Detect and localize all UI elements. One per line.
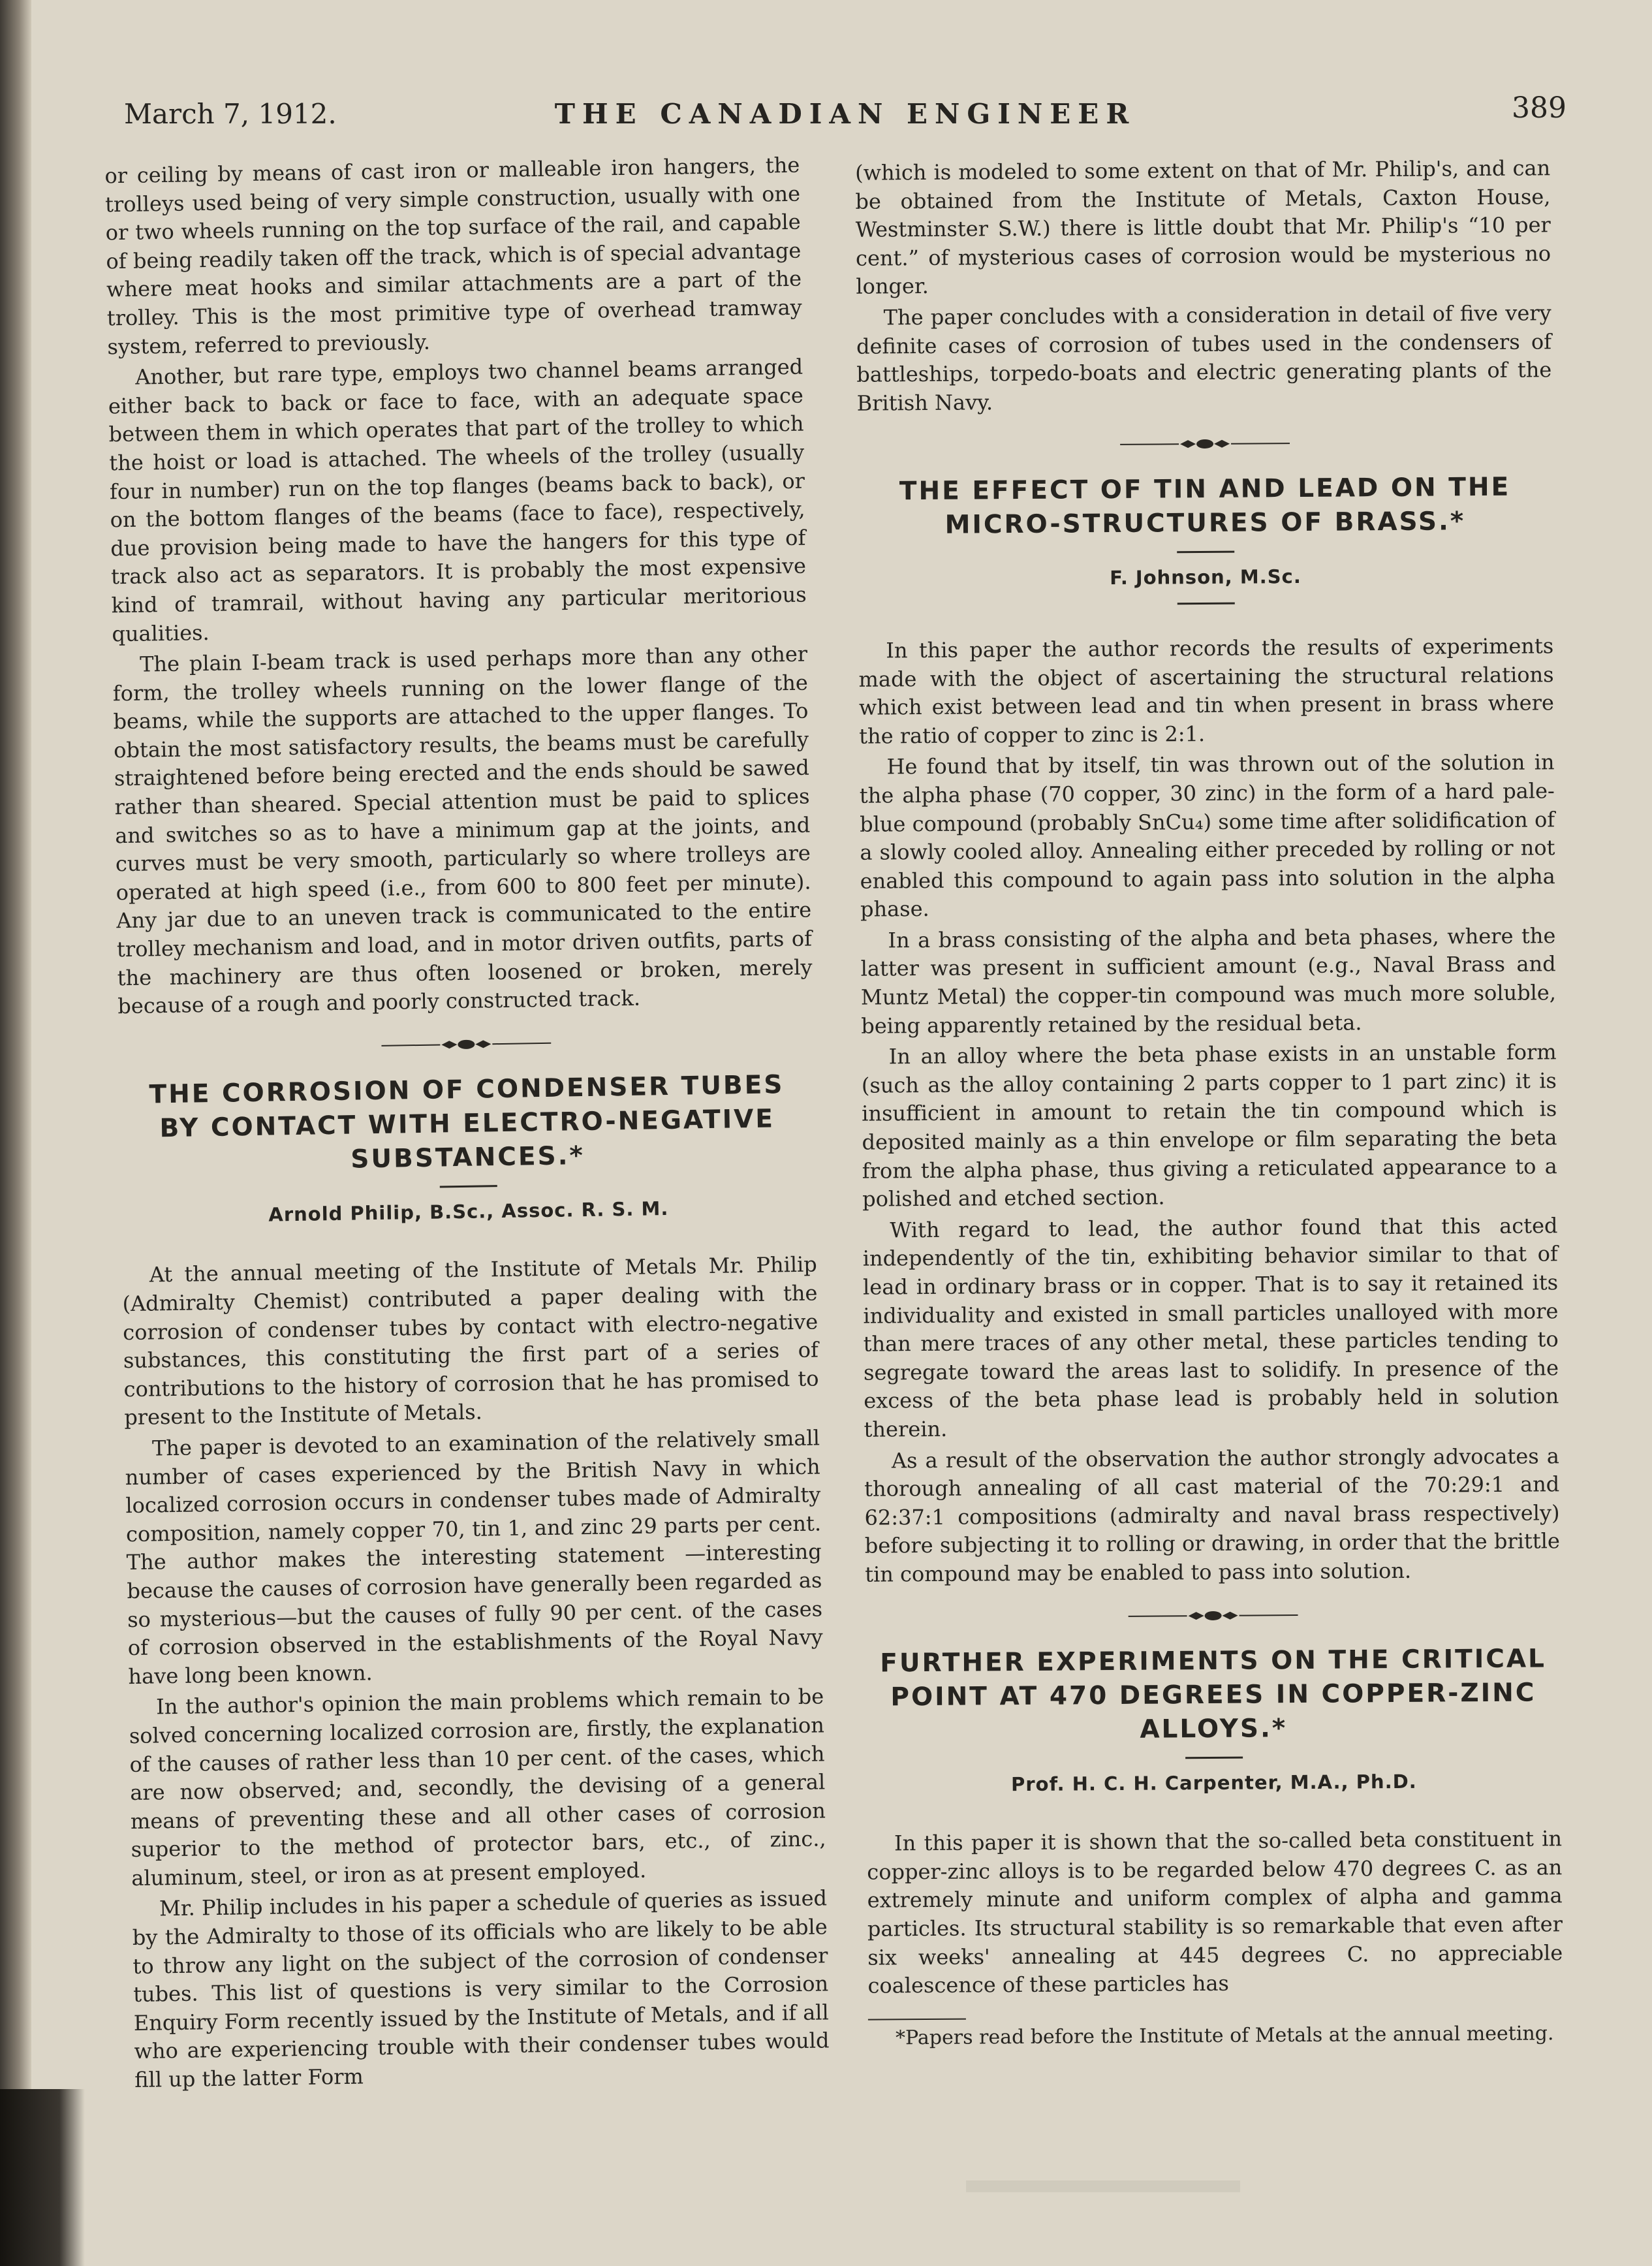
body-paragraph: In the author's opinion the main problems which remain to be solved concerning localized corrosion are, firstly, the explanation of the causes of rather less than 10 per cent. of the cases, which are now observed; and, secondly, the devising of a general means of preventing these and all other cases of corrosion superior to the method of protector bars, etc., of zinc., aluminum, steel, or iron as at present employed. bbox=[129, 1684, 826, 1891]
article-title: THE EFFECT OF TIN AND LEAD ON THE MICRO-STRUCTURES OF BRASS.* bbox=[899, 473, 1511, 541]
continued-paragraph: or ceiling by means of cast iron or malleable iron hangers, the trolleys used being of very simple construction, usually with one or two wheels running on the top surface of the rail, and capable of being readily taken off the track, which is of special advantage where meat hooks and similar attachments are a part of the trolley. This is the most primitive type of overhead tramway system, referred to previously. bbox=[104, 152, 802, 359]
page-header bbox=[124, 91, 1566, 144]
footnote: *Papers read before the Institute of Metals at the annual meeting. bbox=[895, 2022, 1554, 2050]
body-paragraph: At the annual meeting of the Institute of Metals Mr. Philip (Admiralty Chemist) contributed a paper dealing with the corrosion of condenser tubes by contact with electro-negative substances, this constituting the first part of a series of contributions to the history of corrosion that he has promised to present to the Institute of Metals. bbox=[122, 1251, 819, 1430]
article-body bbox=[858, 632, 1560, 1589]
publication-title: THE CANADIAN ENGINEER bbox=[554, 98, 1136, 130]
section-divider-ornament bbox=[381, 1037, 551, 1052]
body-paragraph: With regard to lead, the author found that this acted independently of the tin, exhibiting behavior similar to that of lead in ordinary brass or in copper. That is to say it retained its individuality and existed in small particles unalloyed with more than mere traces of any other metal, these particles tending to segregate toward the areas last to solidify. In presence of the excess of the beta phase lead is probably held in solution therein. bbox=[862, 1213, 1559, 1442]
body-paragraph: In this paper the author records the results of experiments made with the object of ascertaining the structural relations which exist between lead and tin when present in brass where the ratio of copper to zinc is 2:1. bbox=[858, 633, 1554, 749]
title-rule bbox=[1185, 1756, 1243, 1759]
footnote-rule bbox=[868, 2018, 966, 2020]
page-binding-shadow bbox=[0, 0, 31, 2266]
page-number: 389 bbox=[1512, 91, 1566, 125]
body-paragraph: The paper concludes with a consideration in detail of five very definite cases of corrosion of tubes used in the condensers of battleships, torpedo-boats and electric generating plants of the British Navy. bbox=[856, 300, 1552, 416]
body-paragraph: In this paper it is shown that the so-called beta constituent in copper-zinc alloys is to be regarded below 470 degrees C. as an extremely minute and uniform complex of alpha and gamma particles. Its structural stability is so remarkable that even after six weeks' annealing at 445 degrees C. no appreciable coalescence of these particles has bbox=[867, 1826, 1563, 1998]
body-paragraph: In an alloy where the beta phase exists in an unstable form (such as the alloy containing 2 parts copper to 1 part zinc) it is insufficient in amount to retain the tin compound which is deposited mainly as a thin envelope or film separating the beta from the alpha phase, thus giving a reticulated appearance to a polished and etched section. bbox=[861, 1039, 1557, 1212]
article-author: Arnold Philip, B.Sc., Assoc. R. S. M. bbox=[268, 1197, 669, 1226]
right-column bbox=[855, 154, 1563, 2051]
faded-print-smudge bbox=[966, 2180, 1240, 2192]
article-author: F. Johnson, M.Sc. bbox=[1110, 565, 1301, 590]
article-author: Prof. H. C. H. Carpenter, M.A., Ph.D. bbox=[1010, 1770, 1417, 1795]
body-paragraph: As a result of the observation the author strongly advocates a thorough annealing of all cast material of the 70:29:1 and 62:37:1 compositions (admiralty and naval brass respectively) before subjecting it to rolling or drawing, in order that the brittle tin compound may be enabled to pass into solution. bbox=[864, 1443, 1560, 1587]
body-paragraph: The plain I-beam track is used perhaps more than any other form, the trolley wheels running on the lower flange of the beams, while the supports are attached to the upper flanges. To obtain the most satisfactory results, the beams must be carefully straightened before being erected and the ends should be sawed rather than sheared. Special attention must be paid to splices and switches so as to have a minimum gap at the joints, and curves must be very smooth, particularly so where trolleys are operated at high speed (i.e., from 600 to 800 feet per minute). Any jar due to an uneven track is communicated to the entire trolley mechanism and load, and in motor driven outfits, parts of the machinery are thus often loosened or broken, merely because of a rough and poorly constructed track. bbox=[112, 641, 813, 1019]
left-column bbox=[104, 151, 830, 2095]
body-paragraph: He found that by itself, tin was thrown out of the solution in the alpha phase (70 copper, 30 zinc) in the form of a hard pale-blue compound (probably SnCu₄) some time after solidification of a slowly cooled alloy. Annealing either preceded by rolling or not enabled this compound to again pass into solution in the alpha phase. bbox=[859, 749, 1555, 922]
author-rule bbox=[1177, 603, 1234, 605]
body-paragraph: Another, but rare type, employs two channel beams arranged either back to back or face to face, with an adequate space between them in which operates that part of the trolley to which the hoist or load is attached. The wheels of the trolley (usually four in number) run on the top flanges (beams back to back), or on the bottom flanges of the beams (face to face), respectively, due provision being made to have the hangers for this type of track also act as separators. It is probably the most expensive kind of tramrail, without having any particular meritorious qualities. bbox=[108, 354, 807, 646]
body-paragraph: Mr. Philip includes in his paper a schedule of queries as issued by the Admiralty to those of its officials who are likely to be able to throw any light on the subject of the corrosion of condenser tubes. This list of questions is very similar to the Corrosion Enquiry Form recently issued by the Institute of Metals, and if all who are experiencing trouble with their condenser tubes would fill up the latter Form bbox=[132, 1885, 830, 2093]
article-body bbox=[867, 1825, 1563, 2000]
body-paragraph: The paper is devoted to an examination of the relatively small number of cases experienced by the British Navy in which localized corrosion occurs in condenser tubes made of Admiralty composition, namely copper 70, tin 1, and zinc 29 parts per cent. The author makes the interesting statement —interesting because the causes of corrosion have generally been regarded as so mysterious—but the causes of fully 90 per cent. of the cases of corrosion observed in the establishments of the Royal Navy have long been known. bbox=[125, 1425, 823, 1689]
section-divider-ornament bbox=[1128, 1609, 1298, 1623]
title-rule bbox=[1177, 551, 1234, 554]
article-body bbox=[122, 1251, 830, 2095]
article-title: FURTHER EXPERIMENTS ON THE CRITICAL POINT AT 470 DEGREES IN COPPER-ZINC ALLOYS.* bbox=[880, 1643, 1547, 1744]
article-title: THE CORROSION OF CONDENSER TUBES BY CONTACT WITH ELECTRO-NEGATIVE SUBSTANCES.* bbox=[149, 1069, 785, 1174]
section-divider-ornament bbox=[1120, 437, 1290, 451]
body-paragraph: In a brass consisting of the alpha and beta phases, where the latter was present in sufficient amount (e.g., Naval Brass and Muntz Metal) the copper-tin compound was much more soluble, being apparently retained by the residual beta. bbox=[860, 923, 1557, 1039]
continued-paragraph: (which is modeled to some extent on that of Mr. Philip's, and can be obtained from the Institute of Metals, Caxton House, Westminster S.W.) there is little doubt that Mr. Philip's “10 per cent.” of mysterious cases of corrosion would be mysterious no longer. bbox=[855, 155, 1551, 300]
binding-corner-shadow bbox=[0, 2089, 85, 2266]
title-rule bbox=[439, 1185, 497, 1188]
issue-date: March 7, 1912. bbox=[124, 98, 337, 130]
